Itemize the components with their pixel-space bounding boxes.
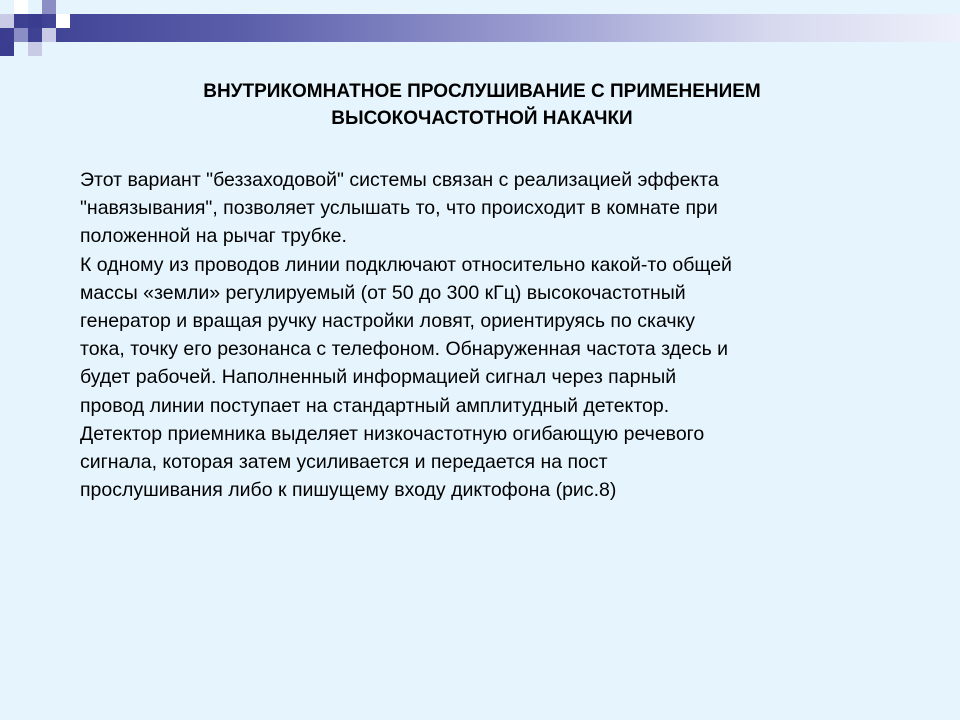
body-line: Детектор приемника выделяет низкочастотную огибающую речевого: [80, 422, 705, 445]
decor-square: [14, 28, 28, 42]
body-line: тока, точку его резонанса с телефоном. Обнаруженная частота здесь и: [80, 338, 729, 361]
decor-square: [42, 0, 56, 14]
decor-square: [0, 14, 14, 28]
slide-title: [100, 78, 864, 132]
decor-square: [42, 28, 56, 42]
slide-body-text: [80, 166, 900, 504]
body-line: провод линии поступает на стандартный амплитудный детектор.: [80, 394, 670, 417]
decor-square: [56, 14, 70, 28]
body-line: "навязывания", позволяет услышать то, что происходит в комнате при: [80, 197, 718, 220]
body-line: прослушивания либо к пишущему входу диктофона (рис.8): [80, 479, 617, 502]
decor-square: [0, 42, 14, 56]
decor-square: [14, 0, 28, 14]
title-line-2: ВЫСОКОЧАСТОТНОЙ НАКАЧКИ: [331, 108, 633, 129]
body-line: будет рабочей. Наполненный информацией сигнал через парный: [80, 366, 677, 389]
decor-square: [28, 42, 42, 56]
body-line: генератор и вращая ручку настройки ловят, ориентируясь по скачку: [80, 310, 696, 333]
title-line-1: ВНУТРИКОМНАТНОЕ ПРОСЛУШИВАНИЕ С ПРИМЕНЕНИЕМ: [203, 81, 761, 102]
body-line: сигнала, которая затем усиливается и передается на пост: [80, 451, 608, 474]
body-line: массы «земли» регулируемый (от 50 до 300 кГц) высокочастотный: [80, 281, 686, 304]
decor-square: [28, 14, 42, 28]
body-line: положенной на рычаг трубке.: [80, 225, 347, 248]
body-line: Этот вариант "беззаходовой" системы связан с реализацией эффекта: [80, 169, 719, 191]
body-line: К одному из проводов линии подключают относительно какой-то общей: [80, 253, 732, 276]
decorative-header-bar: [0, 14, 960, 42]
